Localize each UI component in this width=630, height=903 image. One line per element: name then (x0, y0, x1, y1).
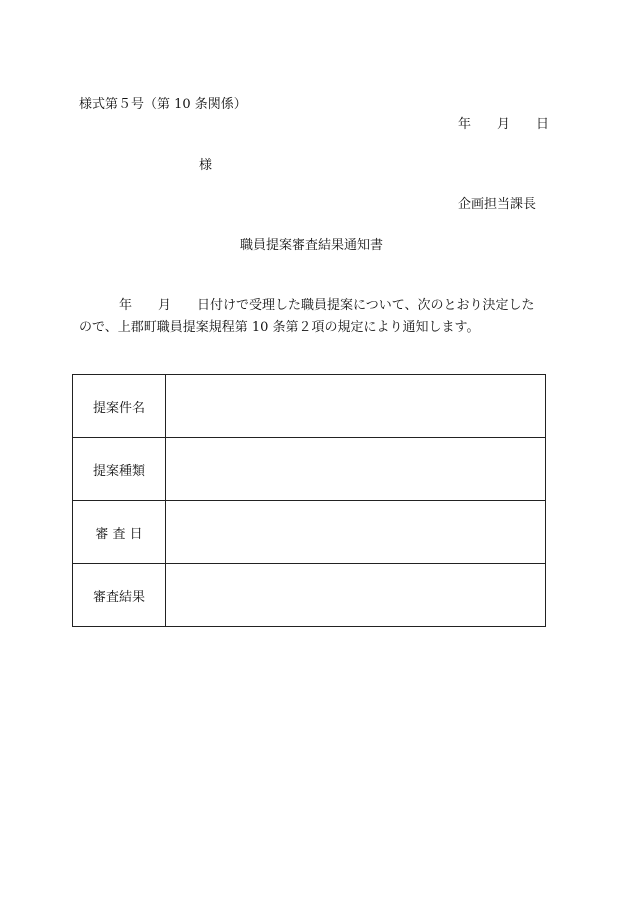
row-label-review-date: 審 査 日 (73, 501, 166, 564)
table-row (73, 501, 546, 564)
date-line (458, 117, 549, 133)
document-title: 職員提案審査結果通知書 (240, 238, 384, 253)
body-line-2: ので、上郡町職員提案規程第 10 条第２項の規定により通知します。 (79, 320, 480, 335)
date-year-label: 年 (458, 117, 472, 132)
row-value-review-date (166, 501, 546, 564)
table-row (73, 375, 546, 438)
body-line-1: 年 月 日付けで受理した職員提案について、次のとおり決定した (119, 298, 535, 313)
date-day-label: 日 (536, 117, 550, 132)
row-label-review-result: 審査結果 (73, 564, 166, 627)
row-value-review-result (166, 564, 546, 627)
row-value-proposal-type (166, 438, 546, 501)
row-label-proposal-name: 提案件名 (73, 375, 166, 438)
row-value-proposal-name (166, 375, 546, 438)
row-label-proposal-type: 提案種類 (73, 438, 166, 501)
body-text (79, 295, 559, 339)
date-month-label: 月 (497, 117, 511, 132)
form-number: 様式第５号（第 10 条関係） (79, 97, 247, 112)
addressee-suffix: 様 (199, 158, 213, 173)
sender-title: 企画担当課長 (458, 197, 537, 212)
proposal-info-table (72, 374, 546, 627)
table-row (73, 564, 546, 627)
table-row (73, 438, 546, 501)
